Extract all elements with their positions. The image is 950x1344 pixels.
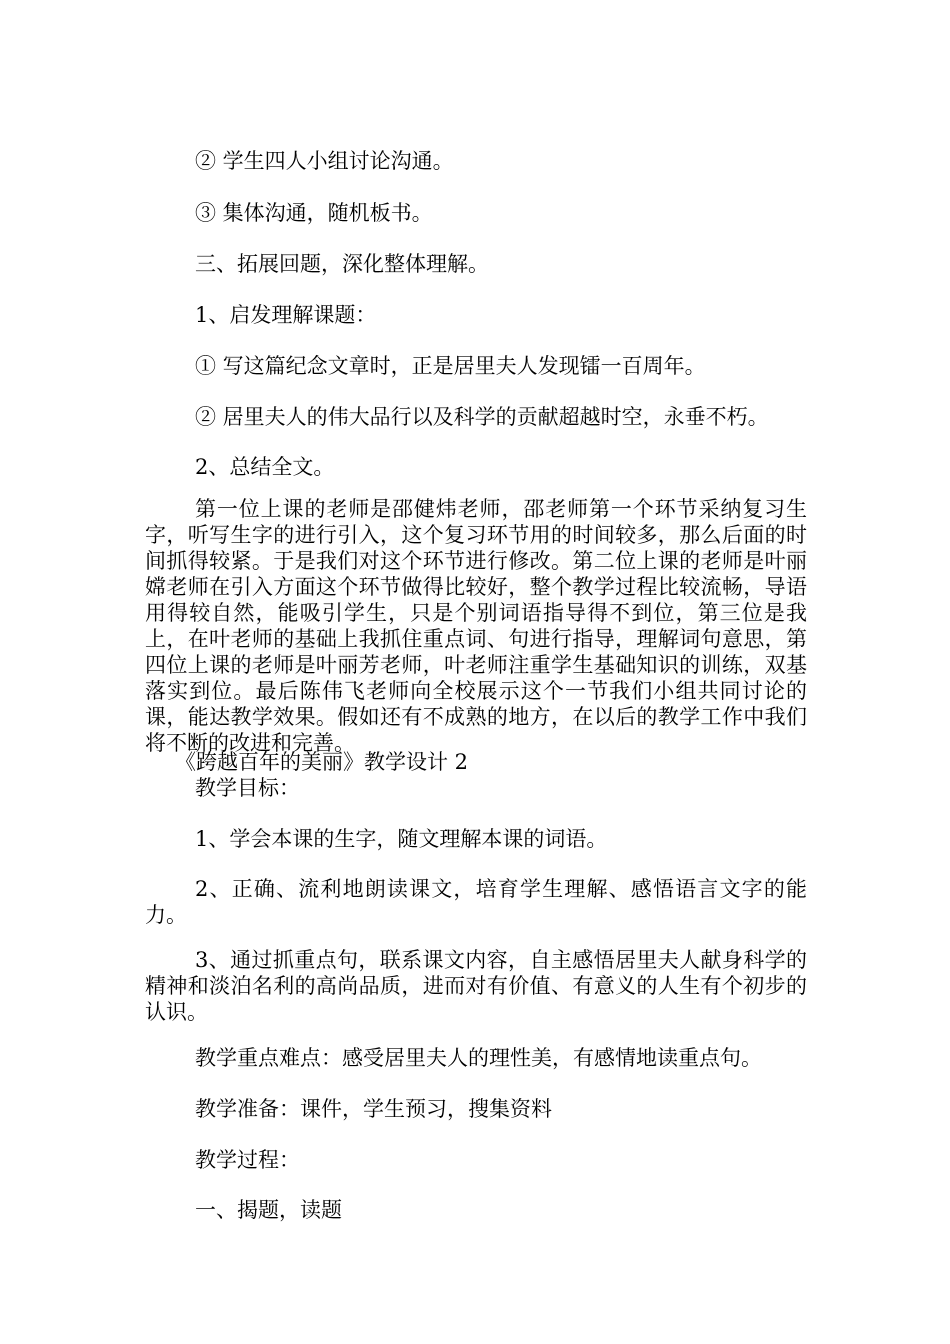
step-1-heading: 一、揭题，读题	[195, 1198, 342, 1222]
topic-point-2: ② 居里夫人的伟大品行以及科学的贡献超越时空，永垂不朽。	[195, 405, 769, 429]
section-heading-3: 三、拓展回题，深化整体理解。	[195, 252, 489, 276]
objective-2: 2、正确、流利地朗读课文，培育学生理解、感悟语言文字的能力。	[145, 877, 807, 927]
objective-1: 1、学会本课的生字，随文理解本课的词语。	[195, 827, 608, 851]
topic-point-1: ① 写这篇纪念文章时，正是居里夫人发现镭一百周年。	[195, 354, 706, 378]
topic-item-2: 2、总结全文。	[195, 455, 335, 479]
objective-3: 3、通过抓重点句，联系课文内容，自主感悟居里夫人献身科学的精神和淡泊名利的高尚品质，进而对有价值、有意义的人生有个初步的认识。	[145, 948, 807, 1024]
design-title: 《跨越百年的美丽》教学设计 2	[175, 750, 469, 774]
process-heading: 教学过程：	[195, 1148, 300, 1172]
objectives-heading: 教学目标：	[195, 776, 300, 800]
preparation: 教学准备：课件，学生预习，搜集资料	[195, 1097, 552, 1121]
topic-item-1: 1、启发理解课题：	[195, 303, 377, 327]
discussion-step-3: ③ 集体沟通，随机板书。	[195, 201, 433, 225]
reflection-paragraph: 第一位上课的老师是邵健炜老师，邵老师第一个环节采纳复习生字，听写生字的进行引入，这个复习环节用的时间较多，那么后面的时间抓得较紧。于是我们对这个环节进行修改。第二位上课的老师是叶丽嫦老师在引入方面这个环节做得比较好，整个教学过程比较流畅，导语用得较自然，能吸引学生，只是个别词语指导得不到位，第三位是我上，在叶老师的基础上我抓住重点词、句进行指导，理解词句意思，第四位上课的老师是叶丽芳老师，叶老师注重学生基础知识的训练，双基落实到位。最后陈伟飞老师向全校展示这个一节我们小组共同讨论的课，能达教学效果。假如还有不成熟的地方，在以后的教学工作中我们将不断的改进和完善。	[145, 497, 807, 755]
discussion-step-2: ② 学生四人小组讨论沟通。	[195, 149, 454, 173]
key-points: 教学重点难点：感受居里夫人的理性美，有感情地读重点句。	[195, 1046, 762, 1070]
